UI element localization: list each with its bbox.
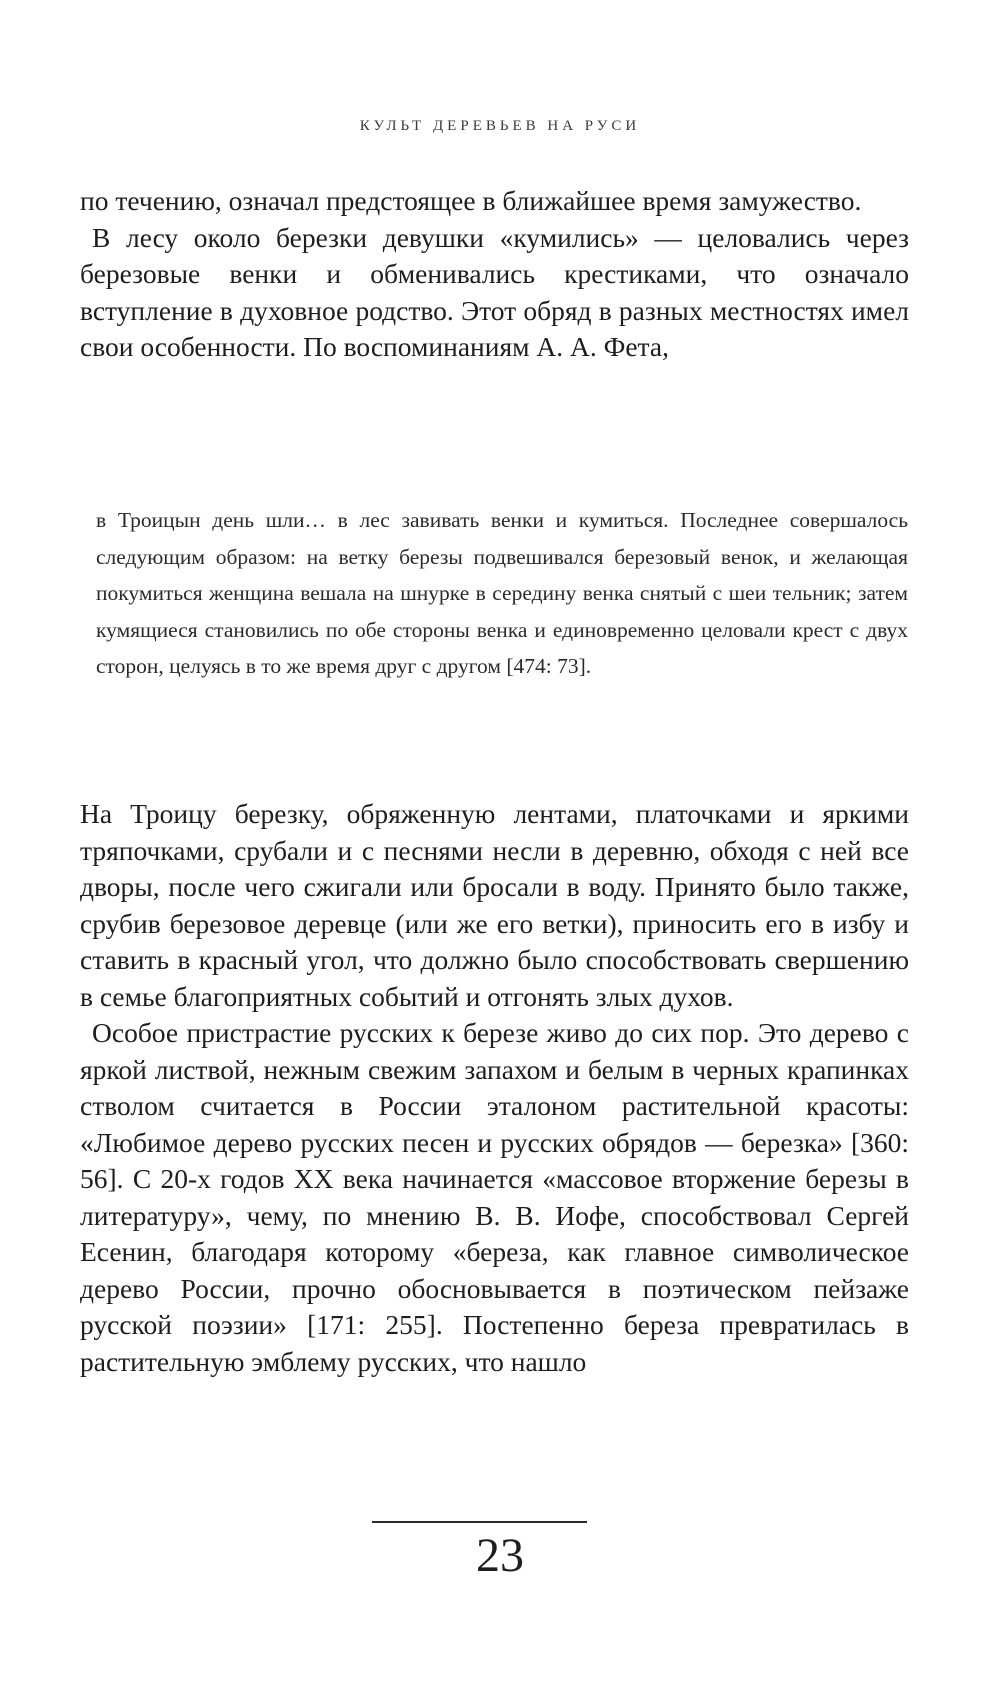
text-block-top: [80, 183, 909, 366]
paragraph: Особое пристрастие русских к березе живо до сих пор. Это дерево с яркой листвой, нежным свежим запахом и белым в черных крапинках стволом считается в России эталоном растительной красоты: «Любимое дерево русских песен и русских обрядов — березка» [360: 56]. С 20-х годов XX века начинается «массовое вторжение березы в литературу», чему, по мнению В. В. Иофе, способствовал Сергей Есенин, благодаря которому «береза, как главное символическое дерево России, прочно обосновывается в поэтическом пейзаже русской поэзии» [171: 255]. Постепенно береза превратилась в растительную эмблему русских, что нашло: [80, 1017, 909, 1377]
paragraph: В лесу около березки девушки «кумились» — целовались через березовые венки и обменивались крестиками, что означало вступление в духовное родство. Этот обряд в разных местностях имел свои особенности. По воспоминаниям А. А. Фета,: [80, 221, 909, 362]
quote-text: в Троицын день шли… в лес завивать венки и кумиться. Последнее совершалось следующим образом: на ветку березы подвешивался березовый венок, и желающая покумиться женщина вешала на шнурке в середину венка снятый с шеи тельник; затем кумящиеся становились по обе стороны венка и единовременно целовали крест с двух сторон, целуясь в то же время друг с другом [474: 73].: [96, 508, 908, 678]
paragraph: по течению, означал предстоящее в ближайшее время замужество.: [80, 185, 862, 216]
block-quote: [96, 502, 908, 685]
paragraph: На Троицу березку, обряженную лентами, платочками и яркими тряпочками, срубали и с песнями несли в деревню, обходя с ней все дворы, после чего сжигали или бросали в воду. Принято было также, срубив березовое деревце (или же его ветки), приносить его в избу и ставить в красный угол, что должно было способствовать свершению в семье благоприятных событий и отгонять злых духов.: [80, 798, 909, 1012]
text-block-bottom: [80, 796, 909, 1380]
running-head: КУЛЬТ ДЕРЕВЬЕВ НА РУСИ: [359, 118, 641, 134]
footer-rule: [372, 1521, 587, 1523]
page-number: 23: [476, 1529, 524, 1582]
